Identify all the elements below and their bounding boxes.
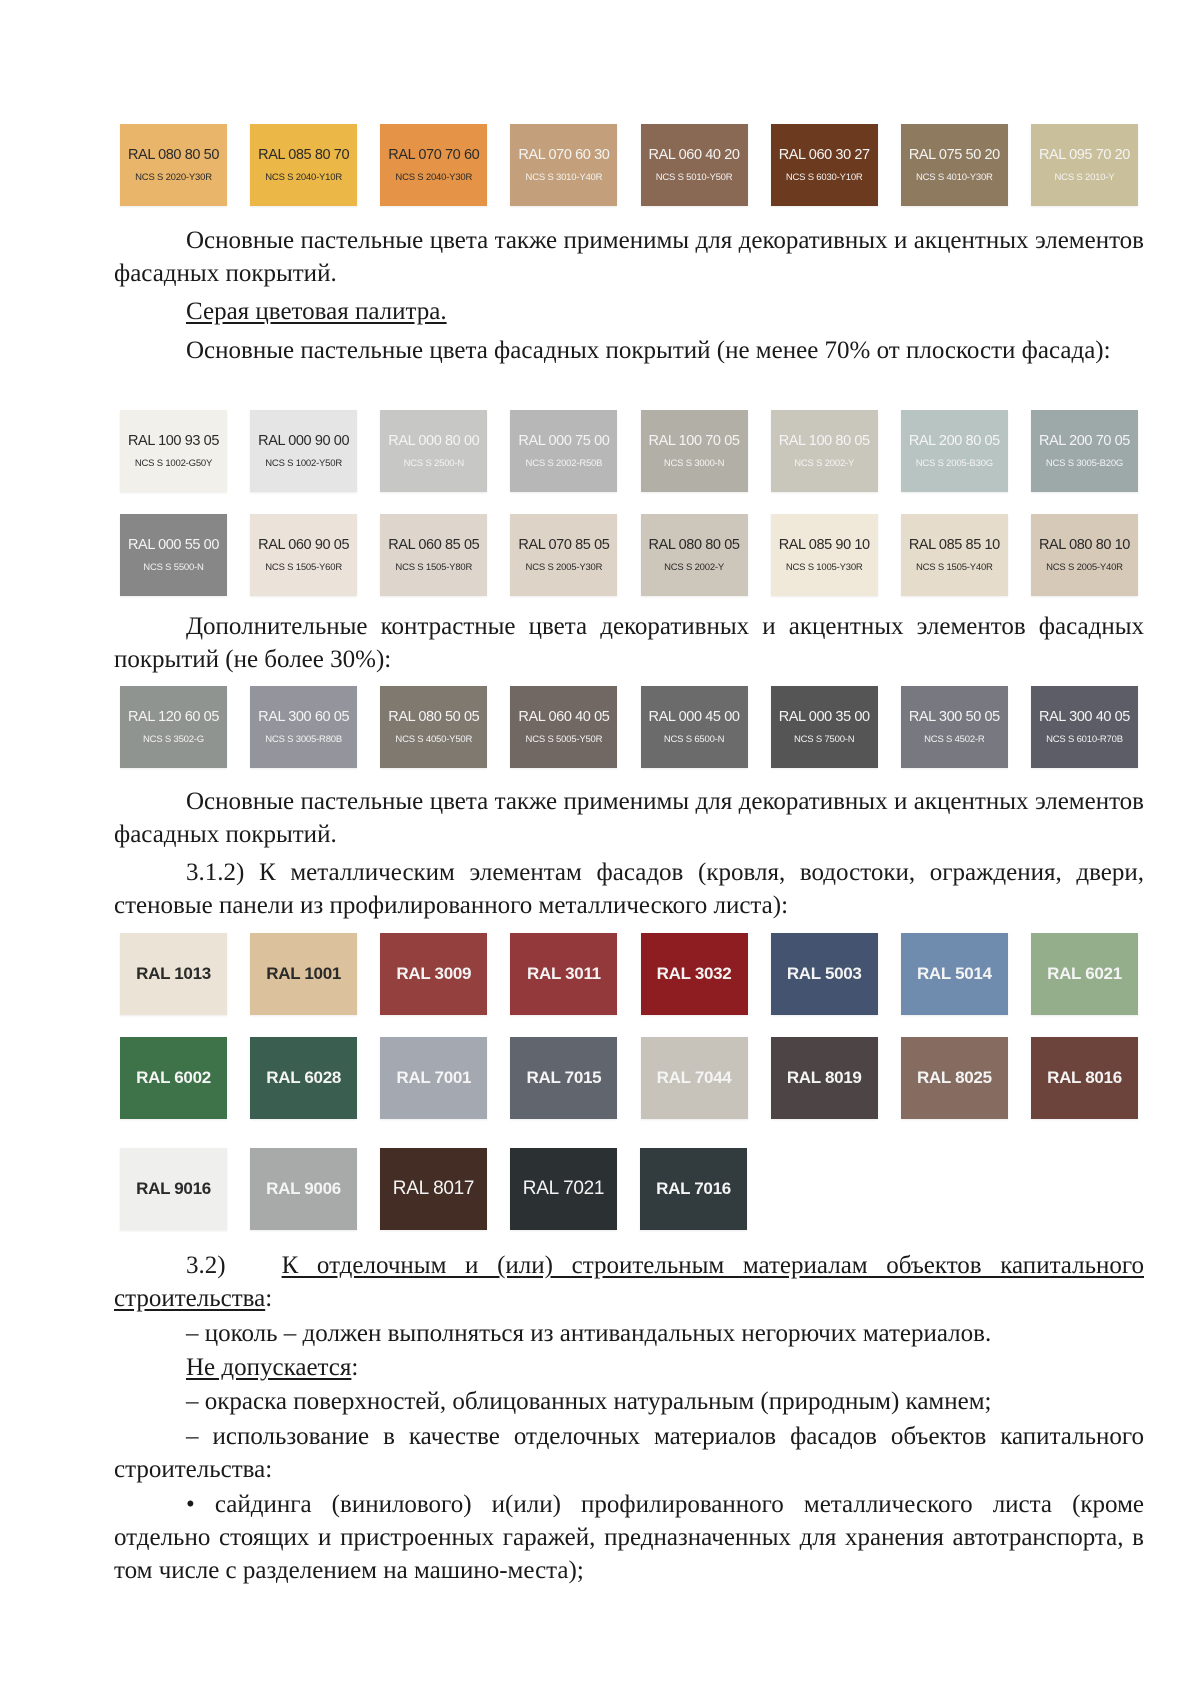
color-swatch	[250, 410, 357, 492]
swatch-ral-code: RAL 095 70 20	[1038, 147, 1130, 163]
paragraph-pastel-note-2: Основные пастельные цвета также применимы для декоративных и акцентных элементов фасадных покрытий.	[114, 788, 1144, 848]
metal-color-swatch	[510, 1148, 617, 1230]
metal-color-swatch	[510, 933, 617, 1015]
swatch-ncs-code: NCS S 2002-Y	[794, 457, 855, 469]
metal-color-swatch	[771, 1037, 878, 1119]
palette-warm	[120, 124, 1138, 206]
swatch-ral-code: RAL 6002	[136, 1068, 211, 1087]
metal-color-swatch	[250, 1037, 357, 1119]
swatch-ral-code: RAL 7001	[396, 1068, 472, 1087]
palette-contrast	[120, 686, 1138, 768]
color-swatch	[771, 514, 878, 596]
swatch-ncs-code: NCS S 6030-Y10R	[785, 171, 863, 183]
swatch-ral-code: RAL 100 70 05	[648, 433, 740, 449]
swatch-ral-code: RAL 000 45 00	[648, 709, 740, 725]
swatch-ral-code: RAL 060 30 27	[778, 147, 870, 163]
metal-color-swatch	[901, 1037, 1008, 1119]
swatch-ral-code: RAL 6021	[1047, 964, 1122, 983]
color-swatch	[901, 514, 1008, 596]
color-swatch	[380, 124, 487, 206]
swatch-ral-code: RAL 080 80 05	[648, 537, 740, 553]
swatch-ncs-code: NCS S 2010-Y	[1054, 171, 1115, 183]
color-swatch	[510, 124, 617, 206]
swatch-ral-code: RAL 070 60 30	[518, 147, 610, 163]
metal-color-swatch	[1031, 933, 1138, 1015]
swatch-ral-code: RAL 080 80 50	[127, 147, 219, 163]
paragraph-contrast: Дополнительные контрастные цвета декоративных и акцентных элементов фасадных покрытий (не более 30%):	[114, 613, 1144, 673]
swatch-ncs-code: NCS S 6010-R70B	[1046, 733, 1123, 745]
metal-color-swatch	[901, 933, 1008, 1015]
color-swatch	[380, 410, 487, 492]
swatch-ral-code: RAL 060 40 20	[648, 147, 740, 163]
color-swatch	[1031, 124, 1138, 206]
swatch-ral-code: RAL 9016	[136, 1179, 211, 1198]
swatch-ncs-code: NCS S 3005-R80B	[265, 733, 342, 745]
swatch-ncs-code: NCS S 2020-Y30R	[135, 171, 212, 183]
swatch-ral-code: RAL 8016	[1047, 1068, 1122, 1087]
swatch-ncs-code: NCS S 2005-B30G	[915, 457, 993, 469]
gray-palette-heading-text: Серая цветовая палитра.	[186, 298, 447, 325]
list-item-plinth: – цоколь – должен выполняться из антивандальных негорючих материалов.	[186, 1320, 992, 1347]
section-3-2-colon: :	[265, 1285, 273, 1312]
color-swatch	[1031, 686, 1138, 768]
swatch-ral-code: RAL 8017	[392, 1178, 475, 1199]
palette-metal-row-1	[120, 933, 1138, 1015]
color-swatch	[641, 410, 748, 492]
swatch-ral-code: RAL 070 85 05	[518, 537, 610, 553]
paragraph-pastel-note-1: Основные пастельные цвета также применимы для декоративных и акцентных элементов фасадных покрытий.	[114, 227, 1144, 287]
swatch-ral-code: RAL 200 80 05	[908, 433, 1000, 449]
swatch-ncs-code: NCS S 2005-Y30R	[525, 561, 603, 573]
swatch-ral-code: RAL 070 70 60	[388, 147, 480, 163]
not-allowed-text: Не допускается	[186, 1354, 352, 1381]
swatch-ncs-code: NCS S 2500-N	[403, 457, 464, 469]
metal-color-swatch	[640, 1148, 747, 1230]
swatch-ral-code: RAL 300 50 05	[908, 709, 1000, 725]
paragraph-main-pastel: Основные пастельные цвета фасадных покрытий (не менее 70% от плоскости фасада):	[186, 337, 1111, 364]
color-swatch	[250, 124, 357, 206]
color-swatch	[641, 124, 748, 206]
swatch-ral-code: RAL 8025	[916, 1068, 992, 1087]
swatch-ral-code: RAL 1001	[266, 964, 342, 983]
swatch-ncs-code: NCS S 2002-Y	[664, 561, 725, 573]
color-swatch	[1031, 410, 1138, 492]
swatch-ral-code: RAL 060 85 05	[388, 537, 480, 553]
metal-color-swatch	[380, 933, 487, 1015]
swatch-ncs-code: NCS S 5010-Y50R	[655, 171, 733, 183]
swatch-ncs-code: NCS S 5005-Y50R	[525, 733, 603, 745]
swatch-ncs-code: NCS S 1002-G50Y	[134, 457, 213, 469]
metal-color-swatch	[641, 1037, 748, 1119]
color-swatch	[380, 686, 487, 768]
metal-color-swatch	[380, 1148, 487, 1230]
swatch-ral-code: RAL 7044	[656, 1068, 732, 1087]
paragraph-metal-elements: 3.1.2) К металлическим элементам фасадов (кровля, водостоки, ограждения, двери, стеновые панели из профилированного металлического листа):	[114, 859, 1144, 919]
swatch-ral-code: RAL 1013	[136, 964, 211, 983]
swatch-ncs-code: NCS S 1505-Y60R	[265, 561, 342, 573]
swatch-ral-code: RAL 3011	[527, 964, 601, 983]
swatch-ral-code: RAL 080 50 05	[388, 709, 480, 725]
color-swatch	[120, 686, 227, 768]
swatch-ncs-code: NCS S 1002-Y50R	[265, 457, 342, 469]
swatch-ral-code: RAL 5014	[916, 964, 992, 983]
swatch-ncs-code: NCS S 3010-Y40R	[525, 171, 603, 183]
metal-color-swatch	[1031, 1037, 1138, 1119]
swatch-ral-code: RAL 080 80 10	[1038, 537, 1130, 553]
color-swatch	[771, 124, 878, 206]
swatch-ncs-code: NCS S 6500-N	[663, 733, 725, 745]
swatch-ncs-code: NCS S 3000-N	[663, 457, 725, 469]
list-item-finishing-materials: – использование в качестве отделочных материалов фасадов объектов капитального строительства:	[114, 1423, 1144, 1483]
swatch-ncs-code: NCS S 1505-Y80R	[395, 561, 473, 573]
swatch-ral-code: RAL 100 93 05	[127, 433, 219, 449]
swatch-ncs-code: NCS S 4502-R	[924, 733, 985, 745]
swatch-ncs-code: NCS S 5500-N	[143, 561, 204, 573]
palette-gray-row-2	[120, 514, 1138, 596]
color-swatch	[120, 410, 227, 492]
swatch-ral-code: RAL 100 80 05	[778, 433, 870, 449]
swatch-ncs-code: NCS S 7500-N	[793, 733, 855, 745]
color-swatch	[641, 514, 748, 596]
swatch-ral-code: RAL 5003	[786, 964, 862, 983]
swatch-ral-code: RAL 7015	[526, 1068, 602, 1087]
color-swatch	[771, 410, 878, 492]
swatch-ral-code: RAL 000 55 00	[127, 537, 219, 553]
not-allowed-heading	[114, 1351, 1144, 1384]
swatch-ral-code: RAL 300 60 05	[258, 709, 350, 725]
swatch-ral-code: RAL 000 90 00	[258, 433, 350, 449]
palette-metal-row-2	[120, 1037, 1138, 1119]
swatch-ncs-code: NCS S 1005-Y30R	[785, 561, 863, 573]
swatch-ral-code: RAL 300 40 05	[1038, 709, 1130, 725]
color-swatch	[250, 686, 357, 768]
not-allowed-colon: :	[351, 1354, 359, 1381]
color-swatch	[641, 686, 748, 768]
swatch-ral-code: RAL 075 50 20	[908, 147, 1000, 163]
section-3-2-title: К отделочным и (или) строительным материалам объектов капитального строительства	[114, 1252, 1145, 1312]
color-swatch	[510, 514, 617, 596]
swatch-ral-code: RAL 085 90 10	[778, 537, 870, 553]
swatch-ral-code: RAL 3032	[656, 964, 732, 983]
color-swatch	[510, 410, 617, 492]
metal-color-swatch	[120, 1037, 227, 1119]
swatch-ral-code: RAL 9006	[266, 1179, 341, 1198]
swatch-ral-code: RAL 060 90 05	[258, 537, 350, 553]
color-swatch	[771, 686, 878, 768]
metal-color-swatch	[771, 933, 878, 1015]
swatch-ncs-code: NCS S 4050-Y50R	[395, 733, 473, 745]
swatch-ncs-code: NCS S 3005-B20G	[1045, 457, 1124, 469]
section-3-2-number: 3.2)	[186, 1252, 226, 1279]
swatch-ral-code: RAL 000 75 00	[518, 433, 610, 449]
swatch-ncs-code: NCS S 1505-Y40R	[915, 561, 993, 573]
swatch-ral-code: RAL 085 85 10	[908, 537, 1000, 553]
swatch-ncs-code: NCS S 2040-Y10R	[265, 171, 342, 183]
metal-color-swatch	[250, 933, 357, 1015]
list-item-stone-painting: – окраска поверхностей, облицованных натуральным (природным) камнем;	[186, 1388, 992, 1415]
color-swatch	[1031, 514, 1138, 596]
list-item-siding: • сайдинга (винилового) и(или) профилированного металлического листа (кроме отдельно стоящих и пристроенных гаражей, предназначенных для хранения автотранспорта, в том числе с разделением на машино-места);	[114, 1491, 1144, 1584]
palette-gray-row-1	[120, 410, 1138, 492]
swatch-ral-code: RAL 3009	[396, 964, 472, 983]
color-swatch	[120, 514, 227, 596]
color-swatch	[901, 410, 1008, 492]
palette-metal-row-3	[120, 1148, 1138, 1230]
metal-color-swatch	[380, 1037, 487, 1119]
swatch-ral-code: RAL 060 40 05	[518, 709, 610, 725]
color-swatch	[901, 124, 1008, 206]
metal-color-swatch	[641, 933, 748, 1015]
metal-color-swatch	[510, 1037, 617, 1119]
color-swatch	[250, 514, 357, 596]
color-swatch	[380, 514, 487, 596]
section-3-2-heading	[114, 1249, 1144, 1315]
swatch-ral-code: RAL 7016	[656, 1179, 731, 1198]
gray-palette-heading	[114, 295, 1144, 328]
swatch-ral-code: RAL 085 80 70	[258, 147, 350, 163]
swatch-ral-code: RAL 120 60 05	[127, 709, 219, 725]
swatch-ncs-code: NCS S 2002-R50B	[525, 457, 603, 469]
swatch-ral-code: RAL 000 80 00	[388, 433, 480, 449]
swatch-ncs-code: NCS S 2040-Y30R	[395, 171, 473, 183]
swatch-ncs-code: NCS S 3502-G	[143, 733, 204, 745]
color-swatch	[120, 124, 227, 206]
swatch-ncs-code: NCS S 2005-Y40R	[1046, 561, 1123, 573]
swatch-ral-code: RAL 200 70 05	[1038, 433, 1130, 449]
swatch-ral-code: RAL 000 35 00	[778, 709, 870, 725]
metal-color-swatch	[120, 933, 227, 1015]
swatch-ral-code: RAL 7021	[522, 1178, 605, 1199]
swatch-ncs-code: NCS S 4010-Y30R	[915, 171, 993, 183]
color-swatch	[901, 686, 1008, 768]
color-swatch	[510, 686, 617, 768]
metal-color-swatch	[120, 1148, 227, 1230]
metal-color-swatch	[250, 1148, 357, 1230]
swatch-ral-code: RAL 6028	[266, 1068, 342, 1087]
swatch-ral-code: RAL 8019	[786, 1068, 862, 1087]
